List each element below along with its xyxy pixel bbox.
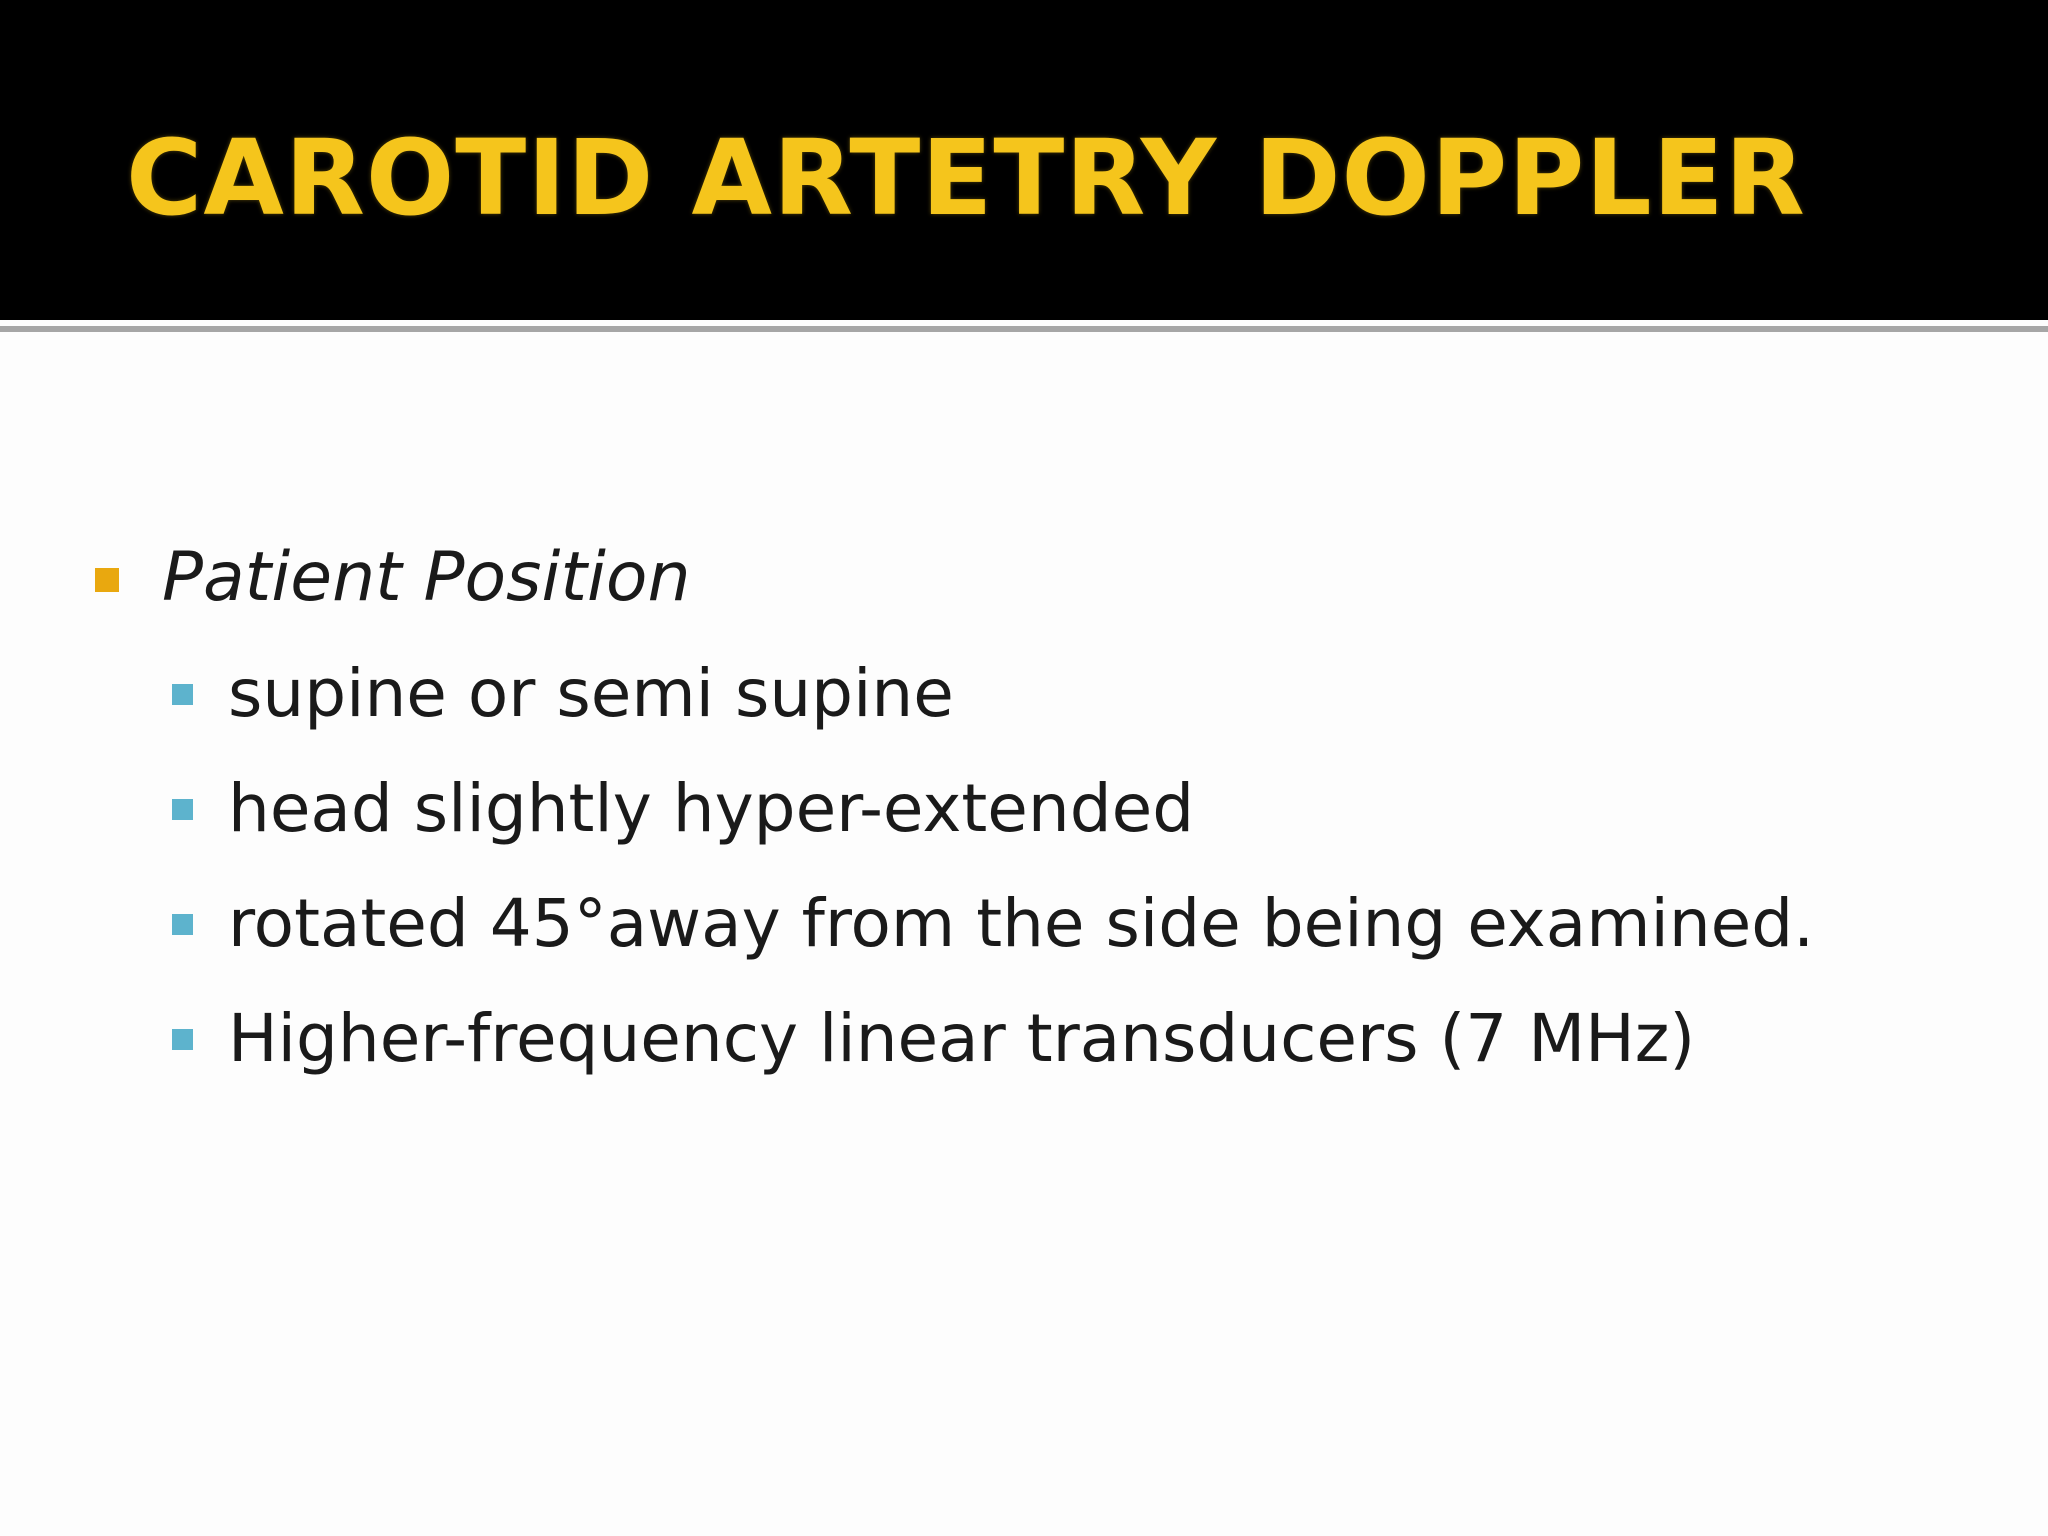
- bullet-item-patient-position: [0, 520, 2048, 636]
- title-band: [0, 0, 2048, 320]
- sub-bullet-text: head slightly hyper-extended: [228, 770, 1195, 847]
- square-sub-bullet-icon: [172, 799, 193, 820]
- square-bullet-icon: [95, 568, 119, 592]
- sub-bullet-text: rotated 45°away from the side being examined.: [228, 885, 1815, 962]
- sub-bullet-item: [0, 981, 2048, 1096]
- sub-bullet-item: [0, 751, 2048, 866]
- bullet-heading-text: Patient Position: [162, 538, 691, 617]
- sub-bullet-text: supine or semi supine: [228, 655, 954, 732]
- slide-title: CAROTID ARTETRY DOPPLER: [126, 117, 1806, 239]
- square-sub-bullet-icon: [172, 684, 193, 705]
- title-divider: [0, 326, 2048, 332]
- sub-bullet-item: [0, 866, 2048, 981]
- square-sub-bullet-icon: [172, 1029, 193, 1050]
- sub-bullet-item: [0, 636, 2048, 751]
- square-sub-bullet-icon: [172, 914, 193, 935]
- sub-bullet-text: Higher-frequency linear transducers (7 MHz): [228, 1000, 1696, 1077]
- slide-body: [0, 520, 2048, 1096]
